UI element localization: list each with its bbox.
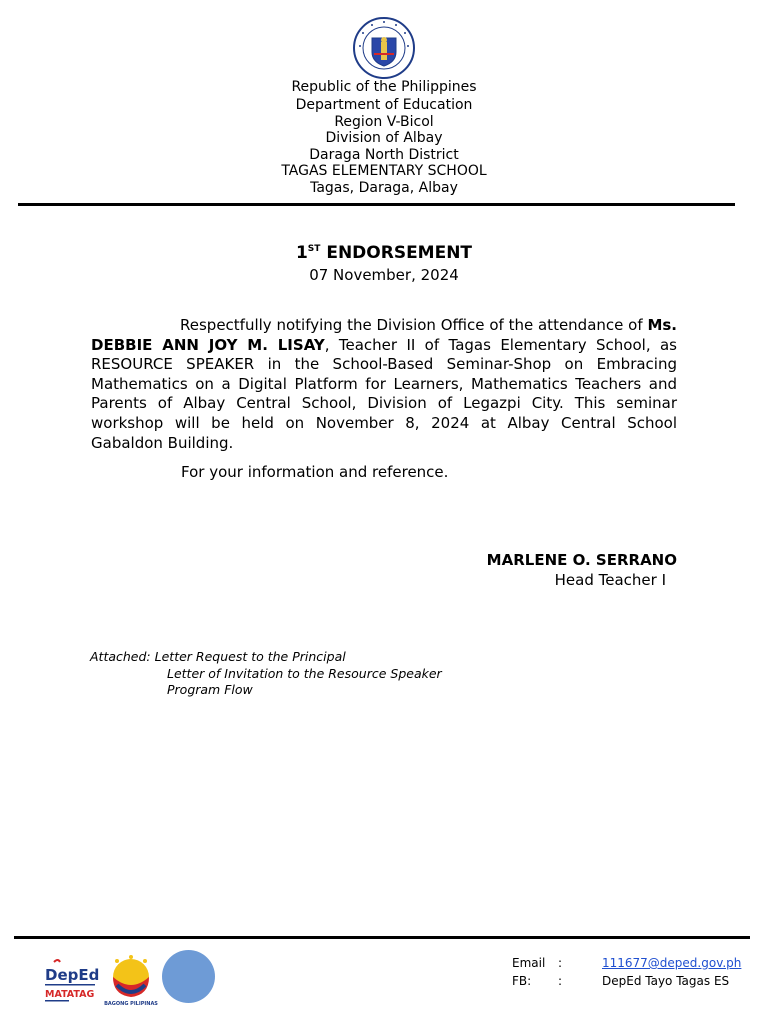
document-date: 07 November, 2024 [309, 266, 459, 284]
title-number: 1 [295, 243, 308, 263]
header-divider [18, 203, 735, 206]
header-region: Region V-Bicol [334, 114, 434, 130]
attachment-item: Letter of Invitation to the Resource Speaker [167, 665, 442, 681]
logo-placeholder-circle [162, 950, 215, 1003]
attachment-item: Program Flow [167, 682, 253, 697]
title-text: ENDORSEMENT [326, 243, 473, 263]
contact-email-row [512, 956, 741, 970]
header-republic: Republic of the Philippines [291, 79, 477, 95]
teacher-name: Ms. DEBBIE ANN JOY M. LISAY [91, 316, 677, 354]
email-label: Email [512, 956, 546, 970]
deped-seal-icon [352, 16, 416, 80]
body-paragraph [91, 316, 677, 453]
document-title [0, 243, 768, 263]
title-suffix: ST [307, 244, 321, 254]
bagong-pilipinas-logo [104, 955, 158, 1007]
deped-matatag-logo [44, 958, 100, 1006]
footer-divider [14, 936, 750, 939]
deped-logo-subtext: MATATAG [45, 989, 95, 1000]
signatory-position: Head Teacher I [554, 571, 666, 589]
deped-logo-text: DepEd [45, 966, 100, 984]
header-division: Division of Albay [325, 130, 443, 146]
header-school: TAGAS ELEMENTARY SCHOOL [281, 163, 487, 179]
body-text-start: Respectfully notifying the Division Office of the attendance of [180, 316, 648, 334]
attachments [90, 649, 442, 699]
fb-label: FB: [512, 974, 532, 988]
header-district: Daraga North District [309, 147, 459, 163]
contact-fb-row [512, 974, 729, 988]
attachment-item: Letter Request to the Principal [154, 649, 346, 664]
attachments-label: Attached: [90, 649, 151, 664]
fb-value: DepEd Tayo Tagas ES [602, 974, 730, 988]
fb-colon: : [558, 974, 563, 988]
signatory-name: MARLENE O. SERRANO [486, 551, 677, 569]
email-link[interactable]: 111677@deped.gov.ph [602, 956, 742, 970]
email-colon: : [558, 956, 563, 970]
closing-paragraph: For your information and reference. [181, 463, 449, 481]
header-address: Tagas, Daraga, Albay [310, 180, 458, 196]
bagong-pilipinas-text: BAGONG PILIPINAS [104, 1001, 158, 1007]
header-department: Department of Education [295, 97, 473, 113]
body-text-rest: , Teacher II of Tagas Elementary School, as RESOURCE SPEAKER in the School-Based Seminar-Shop on Embracing Mathematics on a Digital Platform for Learners, Mathematics Teachers and Parents of Albay Central School, Division of Legazpi City. This seminar workshop will be held on November 8, 2024 at Albay Central School Gabaldon Building. [91, 335, 677, 452]
